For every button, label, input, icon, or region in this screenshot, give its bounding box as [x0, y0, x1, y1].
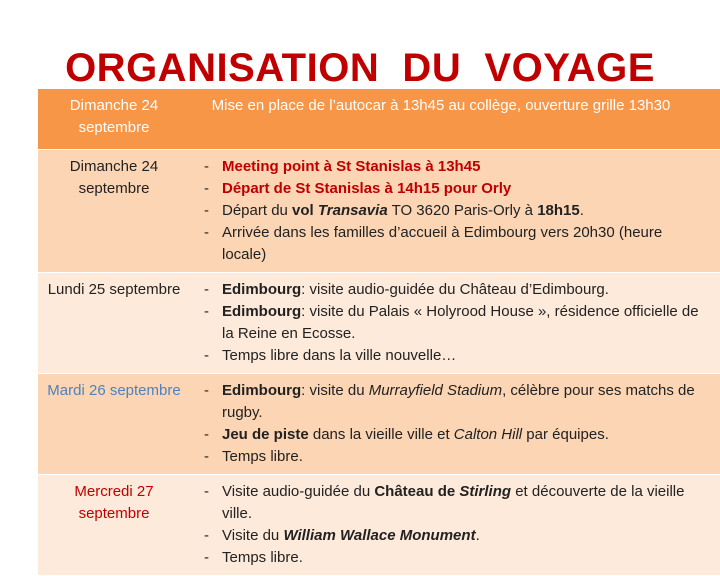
activity-text: TO 3620 Paris-Orly à: [387, 201, 538, 219]
activity-item: [204, 200, 706, 222]
activity-item: [204, 525, 706, 547]
activity-text: : visite audio-guidée du Château d’Edimbourg.: [301, 280, 609, 298]
activity-item: [204, 222, 706, 266]
activity-text: par équipes.: [522, 425, 609, 443]
row-date: Mardi 26 septembre: [47, 381, 181, 399]
activity-list: [190, 481, 720, 569]
activity-text: Jeu de piste: [222, 425, 309, 443]
activity-text: Arrivée dans les familles d’accueil à Edimbourg vers 20h30 (heure locale): [222, 223, 663, 263]
activity-item: [204, 178, 706, 200]
activity-text: Départ de St Stanislas à 14h15 pour Orly: [222, 179, 512, 197]
activity-item: [204, 380, 706, 424]
activity-text: Murrayfield Stadium: [368, 381, 503, 399]
activity-text: Visite audio-guidée du: [222, 482, 375, 500]
activity-text: vol: [292, 201, 318, 219]
table-row: [38, 272, 720, 373]
activity-text: 18h15: [537, 201, 580, 219]
activity-text: Visite du: [222, 526, 284, 544]
activity-text: Meeting point à St Stanislas à 13h45: [222, 157, 481, 175]
activity-list: [190, 156, 720, 266]
activity-text: Temps libre.: [222, 447, 303, 465]
activity-text: dans la vieille ville et: [308, 425, 454, 443]
activity-text: Edimbourg: [222, 280, 302, 298]
activity-item: [204, 279, 706, 301]
header-activity: Mise en place de l’autocar à 13h45 au collège, ouverture grille 13h30: [211, 97, 671, 114]
activity-text: .: [579, 201, 584, 219]
activity-item: [204, 446, 706, 468]
table-row: [38, 149, 720, 272]
header-date: Dimanche 24 septembre: [69, 97, 159, 136]
activity-text: Temps libre dans la ville nouvelle…: [222, 346, 457, 364]
activity-text: : visite du Palais « Holyrood House », résidence officielle de la Reine en Ecosse.: [222, 302, 699, 342]
activity-item: [204, 547, 706, 569]
activity-text: Château de: [374, 482, 460, 500]
table-row: [38, 373, 720, 474]
activity-text: William Wallace Monument: [283, 526, 476, 544]
activity-text: Transavia: [317, 201, 388, 219]
activity-text: Calton Hill: [453, 425, 523, 443]
activity-text: , célèbre pour ses matchs de rugby.: [222, 381, 695, 421]
activity-item: [204, 424, 706, 446]
activity-text: Edimbourg: [222, 302, 302, 320]
page-title: ORGANISATION DU VOYAGE: [65, 46, 655, 90]
activity-item: [204, 301, 706, 345]
activity-item: [204, 345, 706, 367]
row-date: Dimanche 24 septembre: [69, 157, 159, 197]
activity-item: [204, 156, 706, 178]
row-date: Mercredi 27 septembre: [74, 482, 154, 522]
activity-list: [190, 279, 720, 367]
activity-text: Départ du: [222, 201, 293, 219]
table-row: [38, 474, 720, 575]
schedule-table: [38, 89, 720, 576]
activity-text: et découverte de la vieille ville.: [222, 482, 685, 522]
activity-text: .: [475, 526, 480, 544]
activity-text: Edimbourg: [222, 381, 302, 399]
activity-text: Temps libre.: [222, 548, 303, 566]
activity-list: [190, 380, 720, 468]
table-header-row: [38, 89, 720, 149]
activity-text: Stirling: [459, 482, 512, 500]
activity-text: : visite du: [301, 381, 369, 399]
row-date: Lundi 25 septembre: [47, 280, 181, 298]
activity-item: [204, 481, 706, 525]
